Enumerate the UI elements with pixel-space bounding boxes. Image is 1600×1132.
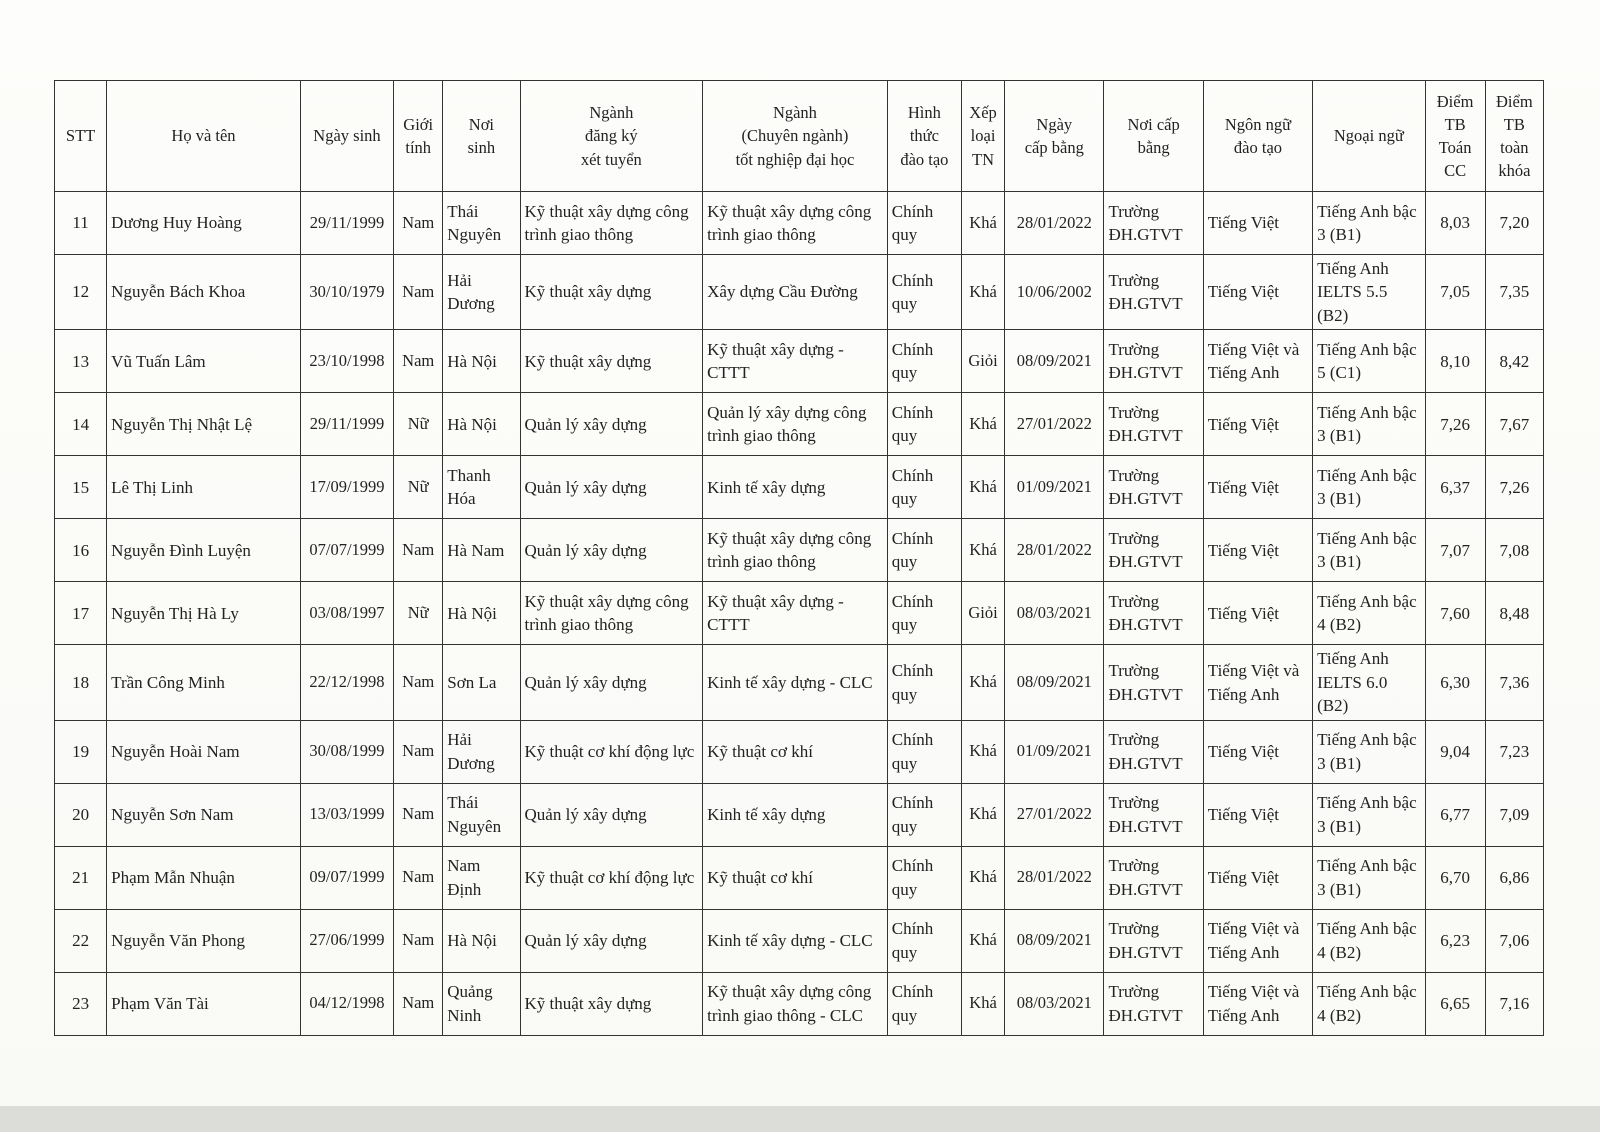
cell-math: 6,70 [1425, 846, 1485, 909]
cell-major: Quản lý xây dựng [520, 519, 703, 582]
cell-issuer: Trường ĐH.GTVT [1104, 846, 1203, 909]
header-major-label: đăng ký [584, 126, 638, 146]
cell-dob: 04/12/1998 [300, 972, 393, 1035]
table-row [55, 393, 1544, 456]
header-math-label: Toán [1438, 138, 1472, 157]
cell-lang: Tiếng Việt [1203, 192, 1312, 255]
cell-grad-major: Xây dựng Cầu Đường [703, 255, 888, 330]
cell-birthplace: Thái Nguyên [443, 192, 520, 255]
cell-sex: Nữ [394, 456, 443, 519]
header-mode-label: thức [909, 126, 939, 146]
cell-dob: 03/08/1997 [300, 582, 393, 645]
cell-gpa: 7,26 [1485, 456, 1543, 519]
cell-mode: Chính quy [887, 192, 961, 255]
cell-sex: Nam [394, 192, 443, 255]
header-birthplace-label: sinh [467, 138, 496, 157]
cell-grad-major: Kỹ thuật xây dựng - CTTT [703, 582, 888, 645]
header-gpa-label: Điểm [1496, 91, 1533, 111]
header-cell [1313, 81, 1425, 192]
cell-math: 6,77 [1425, 783, 1485, 846]
table-row [55, 456, 1544, 519]
cell-stt: 17 [55, 582, 107, 645]
cell-issuer: Trường ĐH.GTVT [1104, 330, 1203, 393]
table-row [55, 972, 1544, 1035]
cell-name: Vũ Tuấn Lâm [107, 330, 301, 393]
cell-name: Phạm Văn Tài [107, 972, 301, 1035]
header-lang-label: đào tạo [1233, 138, 1283, 157]
cell-major: Quản lý xây dựng [520, 783, 703, 846]
cell-foreign: Tiếng Anh bậc 5 (C1) [1313, 330, 1425, 393]
cell-foreign: Tiếng Anh bậc 3 (B1) [1313, 393, 1425, 456]
cell-dob: 30/10/1979 [300, 255, 393, 330]
results-table [54, 80, 1544, 1036]
header-gpa-label: TB [1503, 114, 1525, 134]
table-body [55, 192, 1544, 1036]
cell-name: Lê Thị Linh [107, 456, 301, 519]
cell-issuer: Trường ĐH.GTVT [1104, 720, 1203, 783]
header-dob-label: Ngày sinh [313, 126, 381, 146]
cell-lang: Tiếng Việt [1203, 846, 1312, 909]
cell-math: 7,60 [1425, 582, 1485, 645]
cell-rank: Khá [961, 909, 1004, 972]
header-major-label: xét tuyển [580, 149, 642, 169]
cell-name: Nguyễn Sơn Nam [107, 783, 301, 846]
cell-issuer: Trường ĐH.GTVT [1104, 192, 1203, 255]
header-lang-label: Ngôn ngữ [1224, 114, 1292, 134]
cell-grad-major: Kỹ thuật xây dựng - CTTT [703, 330, 888, 393]
cell-gpa: 6,86 [1485, 846, 1543, 909]
cell-sex: Nam [394, 519, 443, 582]
cell-name: Nguyễn Thị Hà Ly [107, 582, 301, 645]
cell-mode: Chính quy [887, 330, 961, 393]
cell-birthplace: Hải Dương [443, 720, 520, 783]
header-math-label: CC [1444, 161, 1467, 181]
cell-name: Dương Huy Hoàng [107, 192, 301, 255]
table-row [55, 846, 1544, 909]
cell-rank: Khá [961, 519, 1004, 582]
table-row [55, 720, 1544, 783]
cell-lang: Tiếng Việt [1203, 519, 1312, 582]
header-cell [887, 81, 961, 192]
cell-date: 10/06/2002 [1005, 255, 1104, 330]
cell-lang: Tiếng Việt và Tiếng Anh [1203, 330, 1312, 393]
cell-grad-major: Quản lý xây dựng công trình giao thông [703, 393, 888, 456]
table-row [55, 519, 1544, 582]
cell-rank: Khá [961, 846, 1004, 909]
cell-math: 6,65 [1425, 972, 1485, 1035]
cell-rank: Khá [961, 972, 1004, 1035]
cell-mode: Chính quy [887, 972, 961, 1035]
cell-birthplace: Hải Dương [443, 255, 520, 330]
cell-birthplace: Hà Nội [443, 330, 520, 393]
cell-rank: Khá [961, 783, 1004, 846]
cell-lang: Tiếng Việt và Tiếng Anh [1203, 645, 1312, 720]
cell-grad-major: Kinh tế xây dựng [703, 456, 888, 519]
table-row [55, 330, 1544, 393]
cell-major: Kỹ thuật xây dựng [520, 255, 703, 330]
cell-gpa: 7,08 [1485, 519, 1543, 582]
cell-foreign: Tiếng Anh IELTS 6.0 (B2) [1313, 645, 1425, 720]
cell-mode: Chính quy [887, 519, 961, 582]
table-row [55, 909, 1544, 972]
cell-major: Quản lý xây dựng [520, 645, 703, 720]
cell-issuer: Trường ĐH.GTVT [1104, 783, 1203, 846]
cell-date: 28/01/2022 [1005, 519, 1104, 582]
cell-major: Kỹ thuật xây dựng [520, 972, 703, 1035]
cell-stt: 16 [55, 519, 107, 582]
cell-mode: Chính quy [887, 456, 961, 519]
cell-foreign: Tiếng Anh IELTS 5.5 (B2) [1313, 255, 1425, 330]
cell-foreign: Tiếng Anh bậc 3 (B1) [1313, 456, 1425, 519]
cell-dob: 29/11/1999 [300, 192, 393, 255]
cell-major: Kỹ thuật xây dựng công trình giao thông [520, 582, 703, 645]
cell-name: Nguyễn Bách Khoa [107, 255, 301, 330]
header-cell [55, 81, 107, 192]
cell-gpa: 8,42 [1485, 330, 1543, 393]
cell-lang: Tiếng Việt [1203, 393, 1312, 456]
cell-date: 08/09/2021 [1005, 909, 1104, 972]
cell-math: 6,23 [1425, 909, 1485, 972]
cell-birthplace: Hà Nội [443, 393, 520, 456]
cell-mode: Chính quy [887, 783, 961, 846]
cell-foreign: Tiếng Anh bậc 4 (B2) [1313, 972, 1425, 1035]
header-issuer-label: bằng [1137, 138, 1170, 157]
header-cell [300, 81, 393, 192]
header-birthplace-label: Nơi [468, 114, 495, 134]
header-cell [520, 81, 703, 192]
cell-rank: Khá [961, 645, 1004, 720]
cell-foreign: Tiếng Anh bậc 4 (B2) [1313, 582, 1425, 645]
cell-birthplace: Hà Nội [443, 582, 520, 645]
cell-sex: Nam [394, 972, 443, 1035]
cell-major: Kỹ thuật xây dựng công trình giao thông [520, 192, 703, 255]
cell-foreign: Tiếng Anh bậc 3 (B1) [1313, 846, 1425, 909]
header-rank-label: Xếp [969, 103, 997, 123]
table-row [55, 255, 1544, 330]
cell-birthplace: Nam Định [443, 846, 520, 909]
header-mode-label: Hình [907, 103, 941, 123]
header-rank-label: TN [972, 149, 995, 169]
cell-stt: 21 [55, 846, 107, 909]
cell-math: 7,26 [1425, 393, 1485, 456]
table-row [55, 582, 1544, 645]
cell-lang: Tiếng Việt [1203, 582, 1312, 645]
table-row [55, 192, 1544, 255]
cell-math: 6,30 [1425, 645, 1485, 720]
cell-issuer: Trường ĐH.GTVT [1104, 582, 1203, 645]
scan-edge [0, 1106, 1600, 1132]
cell-date: 27/01/2022 [1005, 393, 1104, 456]
cell-stt: 19 [55, 720, 107, 783]
cell-issuer: Trường ĐH.GTVT [1104, 255, 1203, 330]
cell-math: 8,03 [1425, 192, 1485, 255]
cell-birthplace: Sơn La [443, 645, 520, 720]
cell-sex: Nữ [394, 393, 443, 456]
cell-date: 28/01/2022 [1005, 192, 1104, 255]
cell-dob: 17/09/1999 [300, 456, 393, 519]
cell-date: 01/09/2021 [1005, 456, 1104, 519]
header-row [55, 81, 1544, 192]
cell-dob: 29/11/1999 [300, 393, 393, 456]
header-stt-label: STT [65, 126, 96, 146]
cell-sex: Nam [394, 846, 443, 909]
cell-rank: Giỏi [961, 330, 1004, 393]
header-date-label: cấp bằng [1024, 138, 1084, 157]
cell-major: Quản lý xây dựng [520, 909, 703, 972]
header-cell [443, 81, 520, 192]
cell-name: Nguyễn Văn Phong [107, 909, 301, 972]
header-cell [1485, 81, 1543, 192]
cell-stt: 12 [55, 255, 107, 330]
cell-gpa: 7,23 [1485, 720, 1543, 783]
header-sex-label: tính [405, 138, 432, 157]
cell-math: 7,05 [1425, 255, 1485, 330]
cell-rank: Giỏi [961, 582, 1004, 645]
cell-birthplace: Hà Nam [443, 519, 520, 582]
cell-name: Phạm Mẫn Nhuận [107, 846, 301, 909]
cell-gpa: 7,36 [1485, 645, 1543, 720]
cell-issuer: Trường ĐH.GTVT [1104, 645, 1203, 720]
cell-stt: 22 [55, 909, 107, 972]
header-foreign-label: Ngoại ngữ [1333, 126, 1404, 146]
cell-date: 01/09/2021 [1005, 720, 1104, 783]
cell-grad-major: Kỹ thuật xây dựng công trình giao thông [703, 192, 888, 255]
cell-lang: Tiếng Việt [1203, 255, 1312, 330]
header-cell [1104, 81, 1203, 192]
header-cell [703, 81, 888, 192]
header-major-label: Ngành [589, 103, 634, 123]
cell-mode: Chính quy [887, 255, 961, 330]
cell-stt: 11 [55, 192, 107, 255]
cell-gpa: 7,09 [1485, 783, 1543, 846]
cell-lang: Tiếng Việt [1203, 783, 1312, 846]
cell-major: Kỹ thuật cơ khí động lực [520, 846, 703, 909]
cell-math: 7,07 [1425, 519, 1485, 582]
header-cell [1203, 81, 1312, 192]
cell-gpa: 7,20 [1485, 192, 1543, 255]
cell-dob: 22/12/1998 [300, 645, 393, 720]
cell-sex: Nam [394, 645, 443, 720]
cell-birthplace: Hà Nội [443, 909, 520, 972]
cell-mode: Chính quy [887, 720, 961, 783]
cell-rank: Khá [961, 192, 1004, 255]
cell-mode: Chính quy [887, 909, 961, 972]
cell-stt: 18 [55, 645, 107, 720]
cell-mode: Chính quy [887, 846, 961, 909]
cell-dob: 30/08/1999 [300, 720, 393, 783]
header-gpa-label: toàn [1500, 138, 1529, 157]
cell-foreign: Tiếng Anh bậc 3 (B1) [1313, 519, 1425, 582]
cell-gpa: 7,35 [1485, 255, 1543, 330]
cell-stt: 23 [55, 972, 107, 1035]
header-date-label: Ngày [1036, 114, 1073, 134]
header-cell [961, 81, 1004, 192]
cell-rank: Khá [961, 393, 1004, 456]
cell-name: Nguyễn Hoài Nam [107, 720, 301, 783]
cell-dob: 23/10/1998 [300, 330, 393, 393]
cell-name: Trần Công Minh [107, 645, 301, 720]
cell-major: Quản lý xây dựng [520, 456, 703, 519]
cell-dob: 09/07/1999 [300, 846, 393, 909]
cell-dob: 07/07/1999 [300, 519, 393, 582]
cell-sex: Nam [394, 255, 443, 330]
header-sex-label: Giới [403, 114, 434, 134]
cell-rank: Khá [961, 456, 1004, 519]
cell-date: 08/09/2021 [1005, 645, 1104, 720]
header-mode-label: đào tạo [900, 149, 949, 169]
cell-gpa: 7,06 [1485, 909, 1543, 972]
cell-mode: Chính quy [887, 645, 961, 720]
cell-date: 08/03/2021 [1005, 972, 1104, 1035]
cell-stt: 14 [55, 393, 107, 456]
cell-sex: Nữ [394, 582, 443, 645]
cell-date: 08/09/2021 [1005, 330, 1104, 393]
cell-stt: 15 [55, 456, 107, 519]
cell-grad-major: Kỹ thuật xây dựng công trình giao thông - CLC [703, 972, 888, 1035]
cell-name: Nguyễn Đình Luyện [107, 519, 301, 582]
cell-issuer: Trường ĐH.GTVT [1104, 909, 1203, 972]
cell-grad-major: Kỹ thuật cơ khí [703, 846, 888, 909]
cell-issuer: Trường ĐH.GTVT [1104, 393, 1203, 456]
header-grad-major-label: (Chuyên ngành) [741, 126, 849, 146]
cell-date: 27/01/2022 [1005, 783, 1104, 846]
cell-major: Quản lý xây dựng [520, 393, 703, 456]
cell-lang: Tiếng Việt [1203, 456, 1312, 519]
cell-rank: Khá [961, 720, 1004, 783]
cell-lang: Tiếng Việt [1203, 720, 1312, 783]
cell-stt: 20 [55, 783, 107, 846]
header-cell [107, 81, 301, 192]
cell-name: Nguyễn Thị Nhật Lệ [107, 393, 301, 456]
cell-date: 28/01/2022 [1005, 846, 1104, 909]
cell-mode: Chính quy [887, 393, 961, 456]
cell-grad-major: Kinh tế xây dựng - CLC [703, 645, 888, 720]
cell-rank: Khá [961, 255, 1004, 330]
cell-date: 08/03/2021 [1005, 582, 1104, 645]
cell-issuer: Trường ĐH.GTVT [1104, 456, 1203, 519]
header-gpa-label: khóa [1498, 161, 1531, 181]
cell-foreign: Tiếng Anh bậc 4 (B2) [1313, 909, 1425, 972]
cell-dob: 13/03/1999 [300, 783, 393, 846]
cell-grad-major: Kỹ thuật cơ khí [703, 720, 888, 783]
cell-math: 9,04 [1425, 720, 1485, 783]
cell-foreign: Tiếng Anh bậc 3 (B1) [1313, 783, 1425, 846]
cell-issuer: Trường ĐH.GTVT [1104, 519, 1203, 582]
cell-math: 6,37 [1425, 456, 1485, 519]
cell-dob: 27/06/1999 [300, 909, 393, 972]
cell-sex: Nam [394, 330, 443, 393]
cell-foreign: Tiếng Anh bậc 3 (B1) [1313, 192, 1425, 255]
cell-major: Kỹ thuật xây dựng [520, 330, 703, 393]
table-row [55, 645, 1544, 720]
cell-stt: 13 [55, 330, 107, 393]
header-grad-major-label: Ngành [772, 103, 817, 123]
header-cell [394, 81, 443, 192]
cell-grad-major: Kinh tế xây dựng [703, 783, 888, 846]
cell-lang: Tiếng Việt và Tiếng Anh [1203, 972, 1312, 1035]
header-math-label: TB [1444, 114, 1466, 134]
cell-sex: Nam [394, 783, 443, 846]
cell-foreign: Tiếng Anh bậc 3 (B1) [1313, 720, 1425, 783]
cell-grad-major: Kinh tế xây dựng - CLC [703, 909, 888, 972]
cell-birthplace: Thanh Hóa [443, 456, 520, 519]
cell-math: 8,10 [1425, 330, 1485, 393]
cell-gpa: 8,48 [1485, 582, 1543, 645]
cell-gpa: 7,67 [1485, 393, 1543, 456]
header-cell [1425, 81, 1485, 192]
header-issuer-label: Nơi cấp [1127, 114, 1180, 134]
header-rank-label: loại [970, 126, 996, 146]
header-cell [1005, 81, 1104, 192]
cell-gpa: 7,16 [1485, 972, 1543, 1035]
cell-issuer: Trường ĐH.GTVT [1104, 972, 1203, 1035]
header-grad-major-label: tốt nghiệp đại học [735, 149, 855, 169]
cell-grad-major: Kỹ thuật xây dựng công trình giao thông [703, 519, 888, 582]
cell-lang: Tiếng Việt và Tiếng Anh [1203, 909, 1312, 972]
cell-birthplace: Quảng Ninh [443, 972, 520, 1035]
cell-mode: Chính quy [887, 582, 961, 645]
table-row [55, 783, 1544, 846]
cell-major: Kỹ thuật cơ khí động lực [520, 720, 703, 783]
header-math-label: Điểm [1436, 91, 1474, 111]
cell-sex: Nam [394, 720, 443, 783]
cell-birthplace: Thái Nguyên [443, 783, 520, 846]
cell-sex: Nam [394, 909, 443, 972]
header-name-label: Họ và tên [171, 126, 236, 146]
